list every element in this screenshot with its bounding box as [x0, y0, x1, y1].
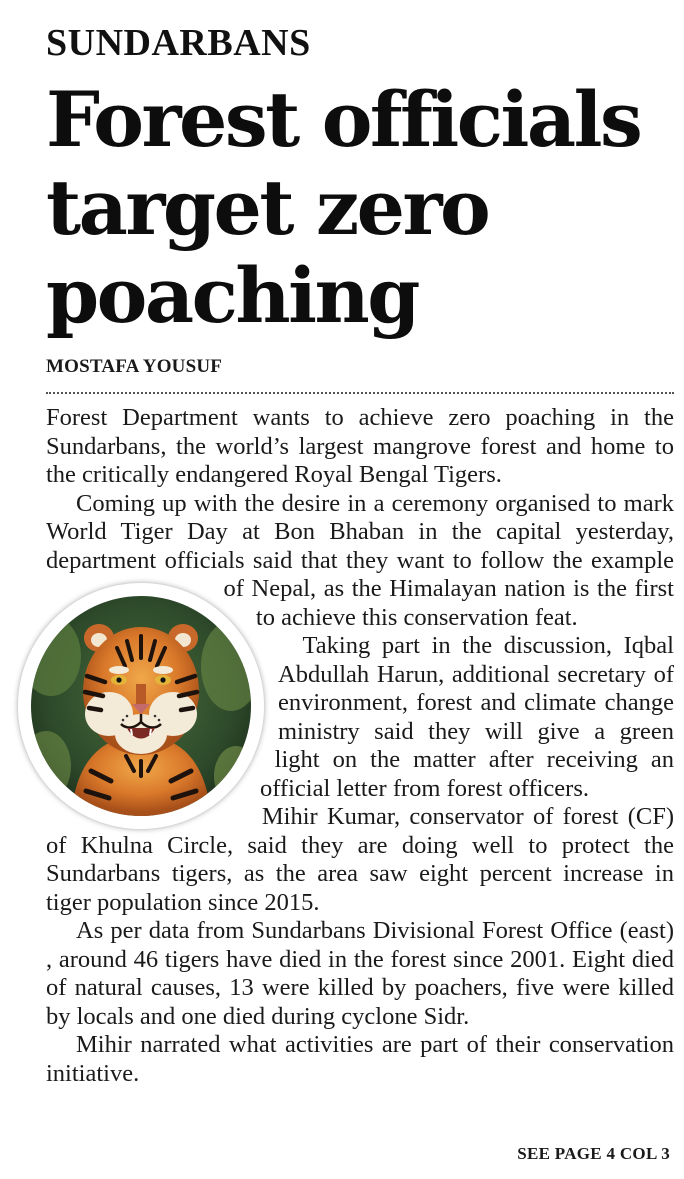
paragraph-text: Coming up with the desire in a ceremony organised to mark World Tiger Day at Bon Bhaban in the capital yesterday, department officials said that they want to follow the example of Nepal, as the Himalayan nation is the first to achieve this conservation feat.	[46, 489, 674, 631]
section-kicker: SUNDARBANS	[46, 22, 311, 64]
jump-line: SEE PAGE 4 COL 3	[517, 1144, 670, 1163]
paragraph: Taking part in the discussion, Iqbal Abdullah Harun, additional secretary of environment, forest and climate change ministry said they will give a green light on the matter after receiving an official letter from forest officers.	[259, 632, 674, 802]
headline: Forest officials target zero poaching	[46, 75, 641, 340]
paragraph: Mihir narrated what activities are part of their conservation initiative.	[46, 1031, 674, 1087]
article-body	[46, 404, 674, 1088]
dotted-divider	[46, 392, 674, 394]
paragraph: Forest Department wants to achieve zero poaching in the Sundarbans, the world’s largest mangrove forest and home to the critically endangered Royal Bengal Tigers.	[46, 404, 674, 488]
article	[46, 0, 674, 1179]
paragraph	[46, 490, 674, 633]
byline: MOSTAFA YOUSUF	[46, 356, 223, 377]
paragraph: Mihir Kumar, conservator of forest (CF) of Khulna Circle, said they are doing well to protect the Sundarbans tigers, as the area saw eight percent increase in tiger population since 2015.	[46, 803, 674, 916]
paragraph: As per data from Sundarbans Divisional Forest Office (east) , around 46 tigers have died in the forest since 2001. Eight died of natural causes, 13 were killed by poachers, five were killed by locals and one died during cyclone Sidr.	[46, 917, 674, 1030]
